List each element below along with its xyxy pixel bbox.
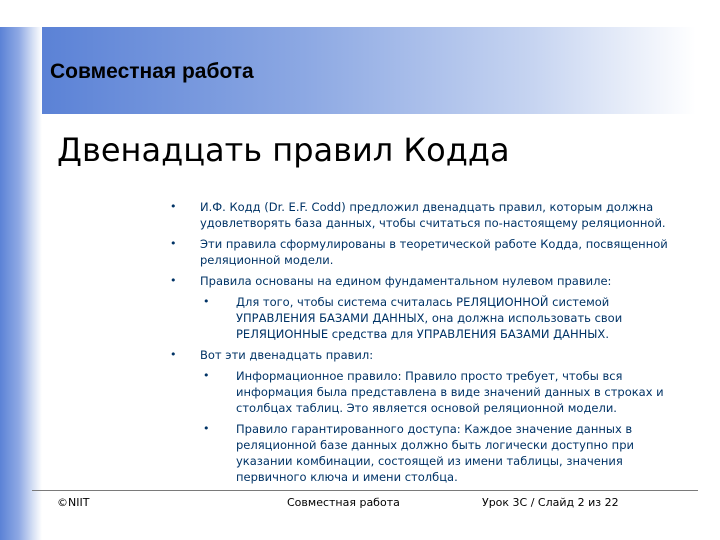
bullet-icon: • [170, 200, 177, 213]
bullet-item [170, 347, 685, 363]
bullet-icon: • [170, 274, 177, 287]
bullet-text: И.Ф. Кодд (Dr. E.F. Codd) предложил двенадцать правил, которым должна удовлетворять база данных, чтобы считаться по-настоящему реляционной. [200, 200, 666, 230]
footer-copyright: ©NIIT [57, 496, 90, 509]
bullet-icon: • [203, 369, 210, 382]
bullet-item [170, 199, 685, 231]
left-gradient-band [0, 27, 42, 540]
sub-bullet-item [170, 294, 685, 342]
sub-bullet-text: Для того, чтобы система считалась РЕЛЯЦИОННОЙ системой УПРАВЛЕНИЯ БАЗАМИ ДАННЫХ, она должна использовать свои РЕЛЯЦИОННЫЕ средства для УПРАВЛЕНИЯ БАЗАМИ ДАННЫХ. [236, 295, 623, 341]
bullet-item [170, 273, 685, 289]
footer-course-title: Совместная работа [287, 496, 400, 509]
bullet-text: Правила основаны на едином фундаментальном нулевом правиле: [200, 274, 612, 288]
sub-bullet-item [170, 368, 685, 416]
header-title: Совместная работа [50, 60, 254, 83]
bullet-icon: • [203, 422, 210, 435]
footer-divider [32, 490, 698, 491]
slide-title: Двенадцать правил Кодда [57, 131, 510, 169]
bullet-icon: • [203, 295, 210, 308]
sub-bullet-text: Правило гарантированного доступа: Каждое значение данных в реляционной базе данных должно быть логически доступно при указании комбинации, состоящей из имени таблицы, значения первичного ключа и имени столбца. [236, 422, 634, 484]
sub-bullet-text: Информационное правило: Правило просто требует, чтобы вся информация была представлена в виде значений данных в строках и столбцах таблиц. Это является основой реляционной модели. [236, 369, 664, 415]
bullet-icon: • [170, 237, 177, 250]
bullet-text: Эти правила сформулированы в теоретической работе Кодда, посвященной реляционной модели. [200, 237, 668, 267]
footer-slide-number: Урок 3C / Слайд 2 из 22 [482, 496, 619, 509]
bullet-item [170, 236, 685, 268]
bullet-text: Вот эти двенадцать правил: [200, 348, 374, 362]
bullet-icon: • [170, 348, 177, 361]
sub-bullet-item [170, 421, 685, 485]
slide-content [170, 199, 685, 490]
